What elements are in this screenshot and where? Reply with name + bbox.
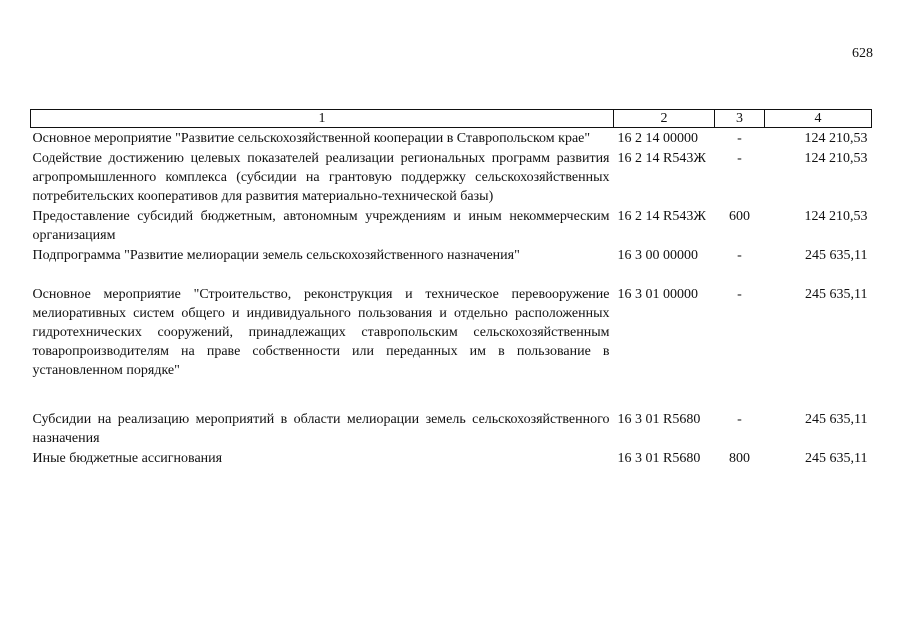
row-description: Иные бюджетные ассигнования <box>32 451 223 466</box>
row-amount: 245 635,11 <box>805 287 868 302</box>
budget-table <box>30 109 872 468</box>
row-description: Субсидии на реализацию мероприятий в области мелиорации земель сельскохозяйственного назначения <box>32 412 610 446</box>
row-code: 16 3 01 00000 <box>617 287 698 302</box>
table-row <box>31 245 872 284</box>
column-header-description: 1 <box>31 110 614 128</box>
row-description: Основное мероприятие "Развитие сельскохозяйственной кооперации в Ставропольском крае" <box>32 131 591 146</box>
row-amount: 124 210,53 <box>804 151 868 166</box>
row-code: 16 2 14 R543Ж <box>617 151 706 166</box>
row-type: - <box>737 412 742 427</box>
row-description: Содействие достижению целевых показателей реализации региональных программ развития агропромышленного комплекса (субсидии на грантовую поддержку сельскохозяйственных потребительских кооперативов для развития материально-технической базы) <box>32 151 610 204</box>
row-amount: 124 210,53 <box>804 209 868 224</box>
column-header-code: 2 <box>614 110 715 128</box>
row-amount: 245 635,11 <box>805 451 868 466</box>
row-type: - <box>737 248 742 263</box>
row-code: 16 2 14 00000 <box>617 131 698 146</box>
row-code: 16 2 14 R543Ж <box>617 209 706 224</box>
page-number: 628 <box>852 46 873 61</box>
row-description: Основное мероприятие "Строительство, реконструкция и техническое перевооружение мелиоративных систем общего и индивидуального пользования и отдельно расположенных гидротехнических сооружений, принадлежащих ставропольским сельскохозяйственным товаропроизводителям на праве собственности или переданных им в пользование в установленном порядке" <box>32 287 610 378</box>
table-row <box>31 448 872 468</box>
row-type: 800 <box>729 451 750 466</box>
table-row <box>31 128 872 149</box>
row-amount: 124 210,53 <box>804 131 868 146</box>
row-description: Предоставление субсидий бюджетным, автономным учреждениям и иным некоммерческим организациям <box>32 209 610 243</box>
row-type: - <box>737 131 742 146</box>
header-row <box>31 110 872 128</box>
row-code: 16 3 00 00000 <box>617 248 698 263</box>
column-header-type: 3 <box>715 110 765 128</box>
table-header <box>31 110 872 128</box>
row-code: 16 3 01 R5680 <box>617 451 701 466</box>
row-type: - <box>737 287 742 302</box>
row-amount: 245 635,11 <box>805 412 868 427</box>
table-body <box>31 128 872 469</box>
column-header-amount: 4 <box>765 110 872 128</box>
row-type: 600 <box>729 209 750 224</box>
row-type: - <box>737 151 742 166</box>
table-row <box>31 284 872 409</box>
table-row <box>31 206 872 245</box>
table-row <box>31 409 872 448</box>
table-row <box>31 148 872 206</box>
row-description: Подпрограмма "Развитие мелиорации земель сельскохозяйственного назначения" <box>32 248 520 263</box>
row-code: 16 3 01 R5680 <box>617 412 701 427</box>
row-amount: 245 635,11 <box>805 248 868 263</box>
